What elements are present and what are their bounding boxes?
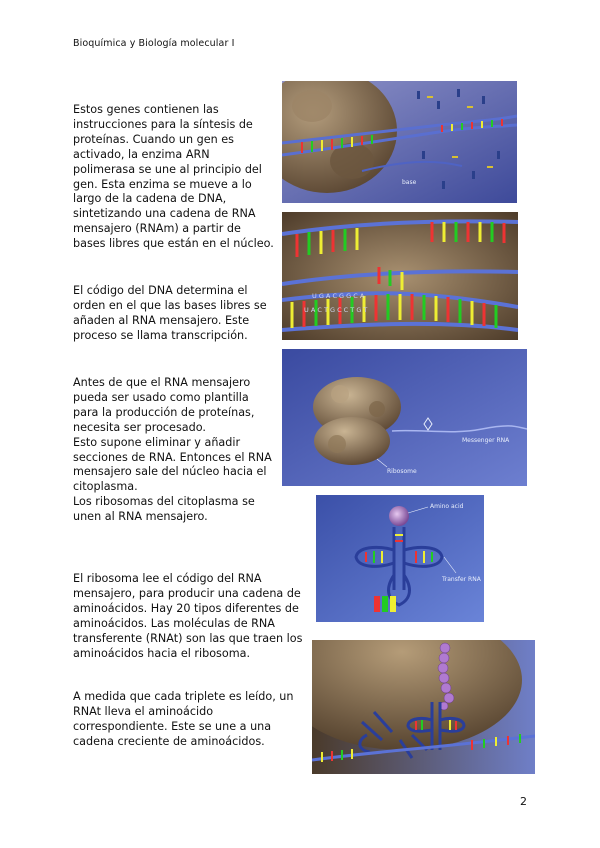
- paragraph-mrna-processing: Antes de que el RNA mensajero pueda ser usado como plantilla para la producción de proteínas, necesita ser procesado. Esto supone eliminar y añadir secciones de RNA. Entonces el RNA mensajero sale del núcleo hacia el citoplasma. Los ribosomas del citoplasma se unen al RNA mensajero.: [73, 376, 272, 524]
- paragraph-ribosome-reading: El ribosoma lee el código del RNA mensajero, para producir una cadena de aminoácidos. Hay 20 tipos diferentes de aminoácidos. Las moléculas de RNA transferente (RNAt) son las que traen los aminoácidos hacia el ribosoma.: [73, 572, 303, 660]
- running-header: Bioquímica y Biología molecular I: [73, 38, 235, 49]
- rna-sequence-top: U G A C G G C A: [312, 292, 365, 300]
- label-ribosome: Ribosome: [387, 468, 417, 475]
- paragraph-trna-amino-acid: A medida que cada triplete es leído, un RNAt lleva el aminoácido correspondiente. Este se une a una cadena creciente de aminoácidos.: [73, 690, 294, 748]
- figure-growing-amino-acid-chain: [312, 640, 535, 774]
- label-base: base: [402, 179, 417, 186]
- label-transfer-rna: Transfer RNA: [442, 576, 481, 583]
- label-amino-acid: Amino acid: [430, 503, 464, 510]
- paragraph-gene-activation: Estos genes contienen las instrucciones para la síntesis de proteínas. Cuando un gen es activado, la enzima ARN polimerasa se une al principio del gen. Esta enzima se mueve a lo largo de la cadena de DNA, sintetizando una cadena de RNA mensajero (RNAm) a partir de bases libres que están en el núcleo.: [73, 103, 274, 251]
- paragraph-transcription: El código del DNA determina el orden en el que las bases libres se añaden al RNA mensajero. Este proceso se llama transcripción.: [73, 284, 267, 342]
- figure-ribosome-mrna: [282, 349, 527, 486]
- figure-rna-polymerase-dna: [282, 81, 517, 203]
- figure-dna-transcription: [282, 212, 518, 340]
- figure-transfer-rna: [316, 495, 484, 622]
- page-number: 2: [520, 795, 527, 808]
- label-messenger-rna: Messenger RNA: [462, 437, 510, 444]
- dna-sequence-bottom: U A C T G C C T G T: [304, 306, 368, 314]
